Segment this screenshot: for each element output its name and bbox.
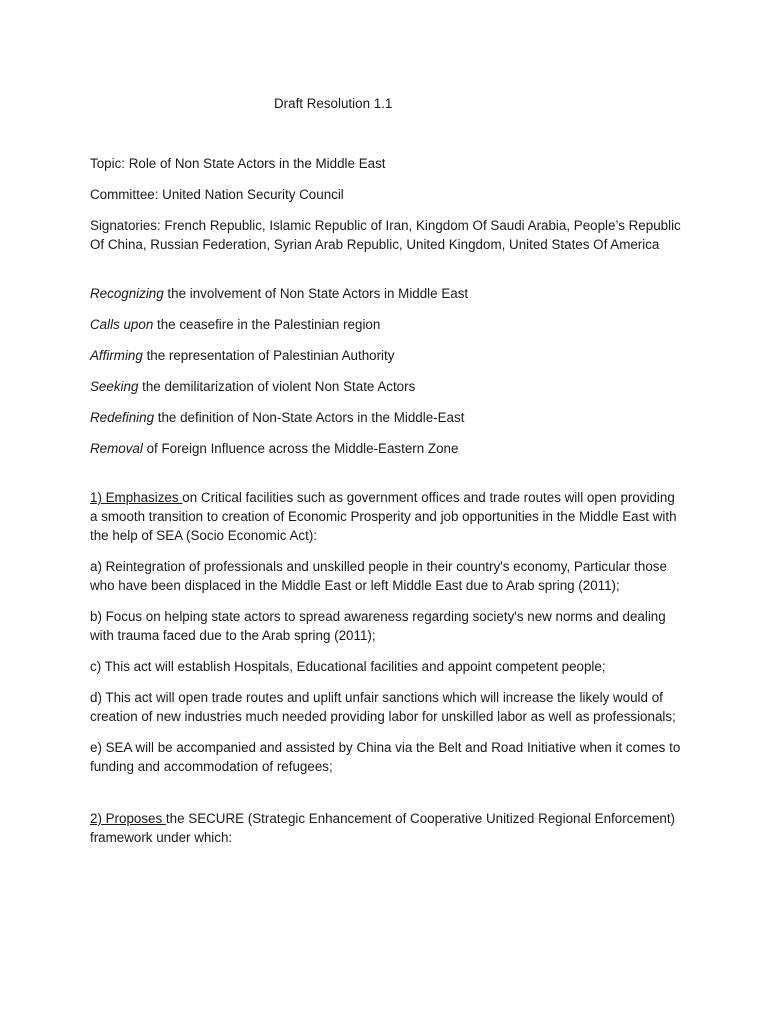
preamb-phrase: Removal	[90, 441, 143, 456]
clause-1-text: on Critical facilities such as government offices and trade routes will open providing a smooth transition to creation of Economic Prosperity and job opportunities in the Middle East with the help of SEA (Socio Economic Act):	[90, 490, 677, 543]
committee-line: Committee: United Nation Security Council	[90, 187, 344, 202]
preamb-clause	[90, 408, 682, 427]
preamb-clause	[90, 284, 682, 303]
preambulatory-clauses	[90, 284, 682, 458]
signatories-line: Signatories: French Republic, Islamic Republic of Iran, Kingdom Of Saudi Arabia, People’s Republic Of China, Russian Federation, Syrian Arab Republic, United Kingdom, United States Of America	[90, 218, 681, 252]
preamb-text: the representation of Palestinian Authority	[142, 348, 395, 363]
preamb-clause	[90, 439, 682, 458]
preamb-clause	[90, 346, 682, 365]
subclause-b: b) Focus on helping state actors to spread awareness regarding society's new norms and dealing with trauma faced due to the Arab spring (2011);	[90, 609, 666, 643]
preamb-text: the ceasefire in the Palestinian region	[153, 317, 381, 332]
subclause-a: a) Reintegration of professionals and unskilled people in their country's economy, Particular those who have been displaced in the Middle East or left Middle East due to Arab spring (2011);	[90, 559, 667, 593]
document-body	[90, 154, 682, 859]
subclause-c: c) This act will establish Hospitals, Educational facilities and appoint competent people;	[90, 659, 606, 674]
operative-clause-1	[90, 488, 682, 776]
preamb-phrase: Calls upon	[90, 317, 154, 332]
page-title: Draft Resolution 1.1	[274, 96, 393, 111]
topic-line: Topic: Role of Non State Actors in the Middle East	[90, 156, 386, 171]
preamb-phrase: Seeking	[90, 379, 139, 394]
operative-clause-2	[90, 809, 682, 847]
clause-1-intro	[90, 488, 682, 545]
subclause-e: e) SEA will be accompanied and assisted by China via the Belt and Road Initiative when it comes to funding and accommodation of refugees;	[90, 740, 681, 774]
clause-2-text: the SECURE (Strategic Enhancement of Cooperative Unitized Regional Enforcement) framework under which:	[90, 811, 676, 845]
preamb-clause	[90, 315, 682, 334]
preamb-text: the demilitarization of violent Non State Actors	[138, 379, 416, 394]
subclause-d: d) This act will open trade routes and uplift unfair sanctions which will increase the likely would of creation of new industries much needed providing labor for unskilled labor as well as professionals;	[90, 690, 676, 724]
preamb-phrase: Recognizing	[90, 286, 164, 301]
clause-1-lead: 1) Emphasizes	[90, 490, 183, 505]
preamb-text: the involvement of Non State Actors in Middle East	[163, 286, 469, 301]
preamb-phrase: Affirming	[90, 348, 143, 363]
clause-2-lead: 2) Proposes	[90, 811, 166, 826]
preamb-text: of Foreign Influence across the Middle-Eastern Zone	[142, 441, 459, 456]
preamb-phrase: Redefining	[90, 410, 155, 425]
preamb-text: the definition of Non-State Actors in the Middle-East	[154, 410, 465, 425]
clause-2-intro	[90, 809, 682, 847]
preamb-clause	[90, 377, 682, 396]
